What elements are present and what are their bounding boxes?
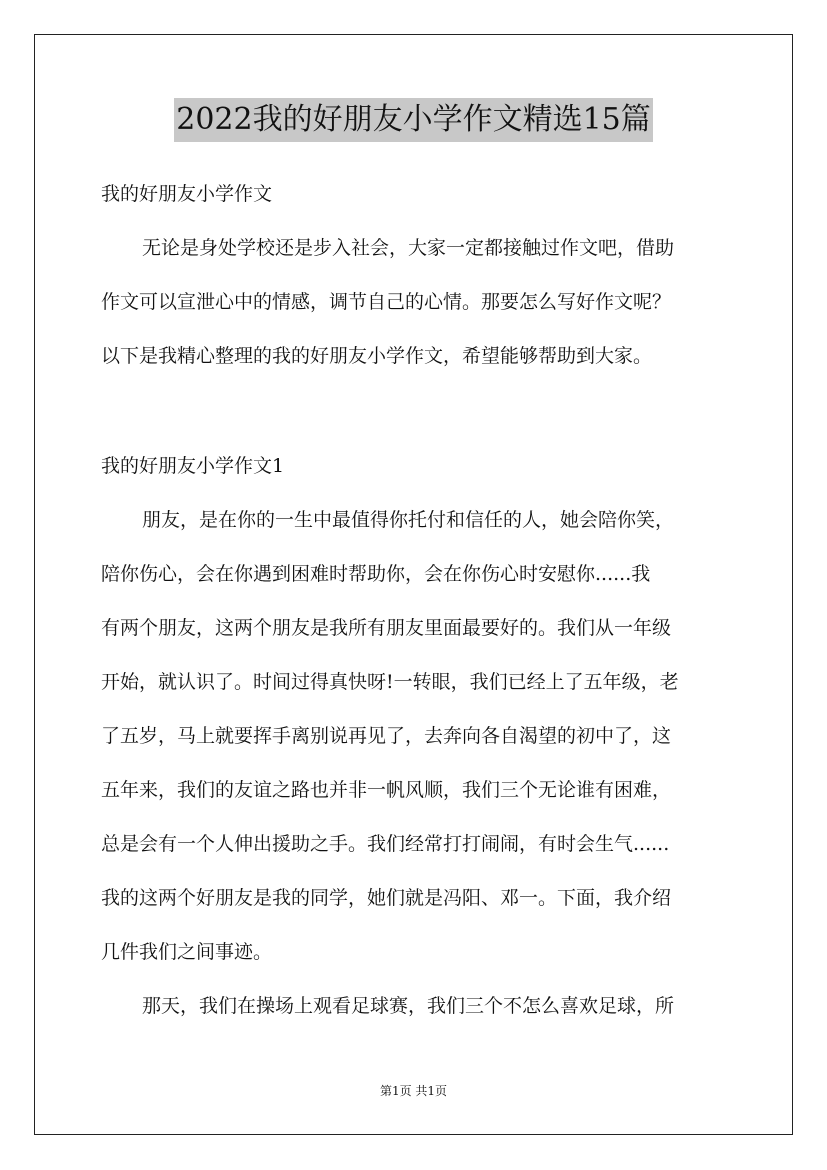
paragraph-line: 无论是身处学校还是步入社会，大家一定都接触过作文吧，借助	[142, 237, 675, 259]
page-footer: 第1页 共1页	[379, 1084, 448, 1098]
paragraph-line: 几件我们之间事迹。	[101, 941, 273, 963]
paragraph-line: 陪你伤心，会在你遇到困难时帮助你，会在你伤心时安慰你......我	[101, 563, 651, 585]
section-heading-intro: 我的好朋友小学作文	[101, 183, 273, 205]
paragraph-line: 以下是我精心整理的我的好朋友小学作文，希望能够帮助到大家。	[101, 345, 653, 367]
paragraph-line: 作文可以宣泄心中的情感，调节自己的心情。那要怎么写好作文呢？	[101, 291, 672, 313]
document-title: 2022我的好朋友小学作文精选15篇	[174, 98, 653, 142]
paragraph-line: 总是会有一个人伸出援助之手。我们经常打打闹闹，有时会生气......	[101, 833, 670, 855]
paragraph-line: 了五岁，马上就要挥手离别说再见了，去奔向各自渴望的初中了，这	[101, 725, 672, 747]
paragraph-line: 有两个朋友，这两个朋友是我所有朋友里面最要好的。我们从一年级	[101, 617, 672, 639]
paragraph-line: 那天，我们在操场上观看足球赛，我们三个不怎么喜欢足球，所	[142, 995, 675, 1017]
section-heading-essay1: 我的好朋友小学作文1	[101, 455, 285, 477]
paragraph-line: 五年来，我们的友谊之路也并非一帆风顺，我们三个无论谁有困难，	[101, 779, 672, 801]
paragraph-line: 我的这两个好朋友是我的同学，她们就是冯阳、邓一。下面，我介绍	[101, 887, 672, 909]
paragraph-line: 开始，就认识了。时间过得真快呀!一转眼，我们已经上了五年级，老	[101, 671, 679, 693]
title-container	[0, 98, 827, 142]
paragraph-line: 朋友，是在你的一生中最值得你托付和信任的人，她会陪你笑，	[142, 509, 675, 531]
